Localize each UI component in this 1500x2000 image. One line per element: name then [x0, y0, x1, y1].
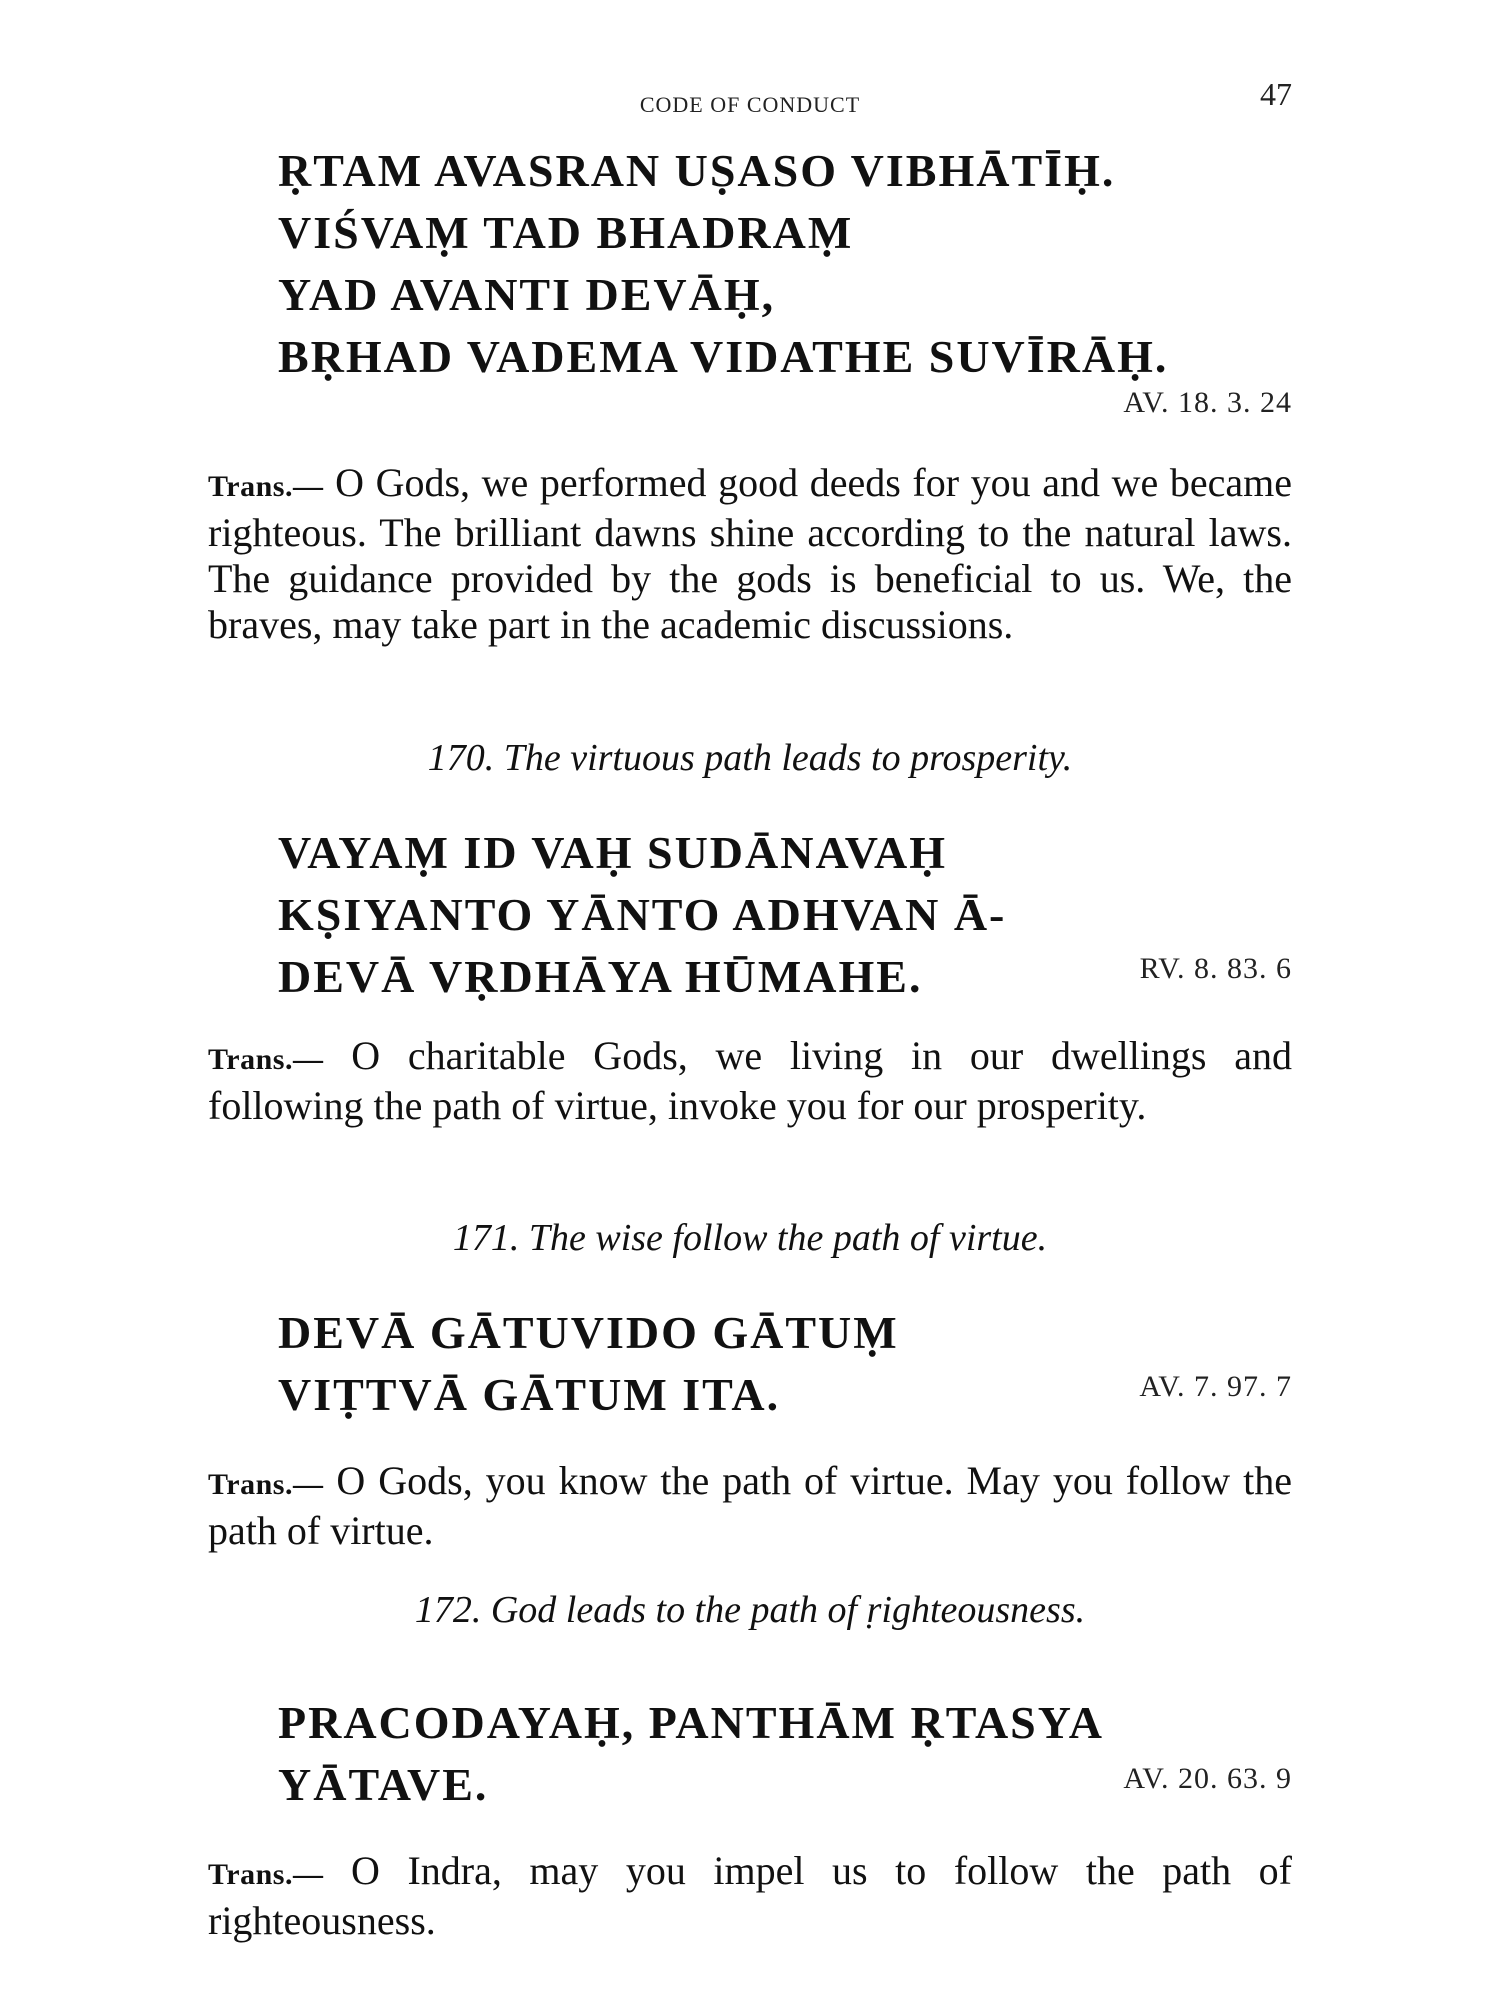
translation [208, 1458, 1292, 1554]
section-heading: 170. The virtuous path leads to prosperity. [427, 737, 1073, 779]
verse-line: YĀTAVE. [278, 1759, 489, 1810]
translation-text: O Indra, may you impel us to follow the path of righteousness. [208, 1848, 1292, 1943]
trans-label: Trans.— [208, 470, 324, 503]
verse-line: PRACODAYAḤ, PANTHĀM ṚTASYA [278, 1697, 1104, 1748]
verse-block [278, 822, 1006, 1008]
verse-line: VIŚVAṂ TAD BHADRAṂ [278, 207, 854, 258]
trans-label: Trans.— [208, 1858, 324, 1891]
trans-label: Trans.— [208, 1043, 324, 1076]
translation [208, 460, 1292, 648]
verse-block [278, 1302, 899, 1426]
verse-line: KṢIYANTO YĀNTO ADHVAN Ā- [278, 889, 1007, 940]
running-head: CODE OF CONDUCT [639, 92, 861, 117]
trans-label: Trans.— [208, 1468, 324, 1501]
verse-line: YAD AVANTI DEVĀḤ, [278, 269, 776, 320]
verse-reference: AV. 20. 63. 9 [1123, 1762, 1292, 1795]
verse-line: ṚTAM AVASRAN UṢASO VIBHĀTĪḤ. [278, 145, 1116, 196]
section-heading: 172. God leads to the path of ṛighteousness. [414, 1589, 1086, 1631]
verse-reference: RV. 8. 83. 6 [1139, 952, 1292, 985]
translation [208, 1033, 1292, 1129]
verse-line: BṚHAD VADEMA VIDATHE SUVĪRĀḤ. [278, 331, 1169, 382]
translation-text: O Gods, we performed good deeds for you and we became righteous. The brilliant dawns shine according to the natural laws. The guidance provided by the gods is beneficial to us. We, the braves, may take part in the academic discussions. [208, 460, 1293, 647]
verse-line: DEVĀ GĀTUVIDO GĀTUṂ [278, 1307, 899, 1358]
verse-block [278, 140, 1168, 388]
verse-reference: AV. 18. 3. 24 [1123, 386, 1292, 419]
verse-line: VAYAṂ ID VAḤ SUDĀNAVAḤ [278, 827, 948, 878]
verse-line: DEVĀ VṚDHĀYA HŪMAHE. [278, 951, 923, 1002]
section-heading: 171. The wise follow the path of virtue. [452, 1217, 1048, 1259]
translation-text: O charitable Gods, we living in our dwellings and following the path of virtue, invoke you for our prosperity. [208, 1033, 1293, 1128]
verse-line: VIṬTVĀ GĀTUM ITA. [278, 1369, 781, 1420]
translation-text: O Gods, you know the path of virtue. May you follow the path of virtue. [208, 1458, 1293, 1553]
verse-reference: AV. 7. 97. 7 [1139, 1370, 1292, 1403]
verse-block [278, 1692, 1104, 1816]
translation [208, 1848, 1292, 1944]
page-number: 47 [1260, 76, 1292, 112]
